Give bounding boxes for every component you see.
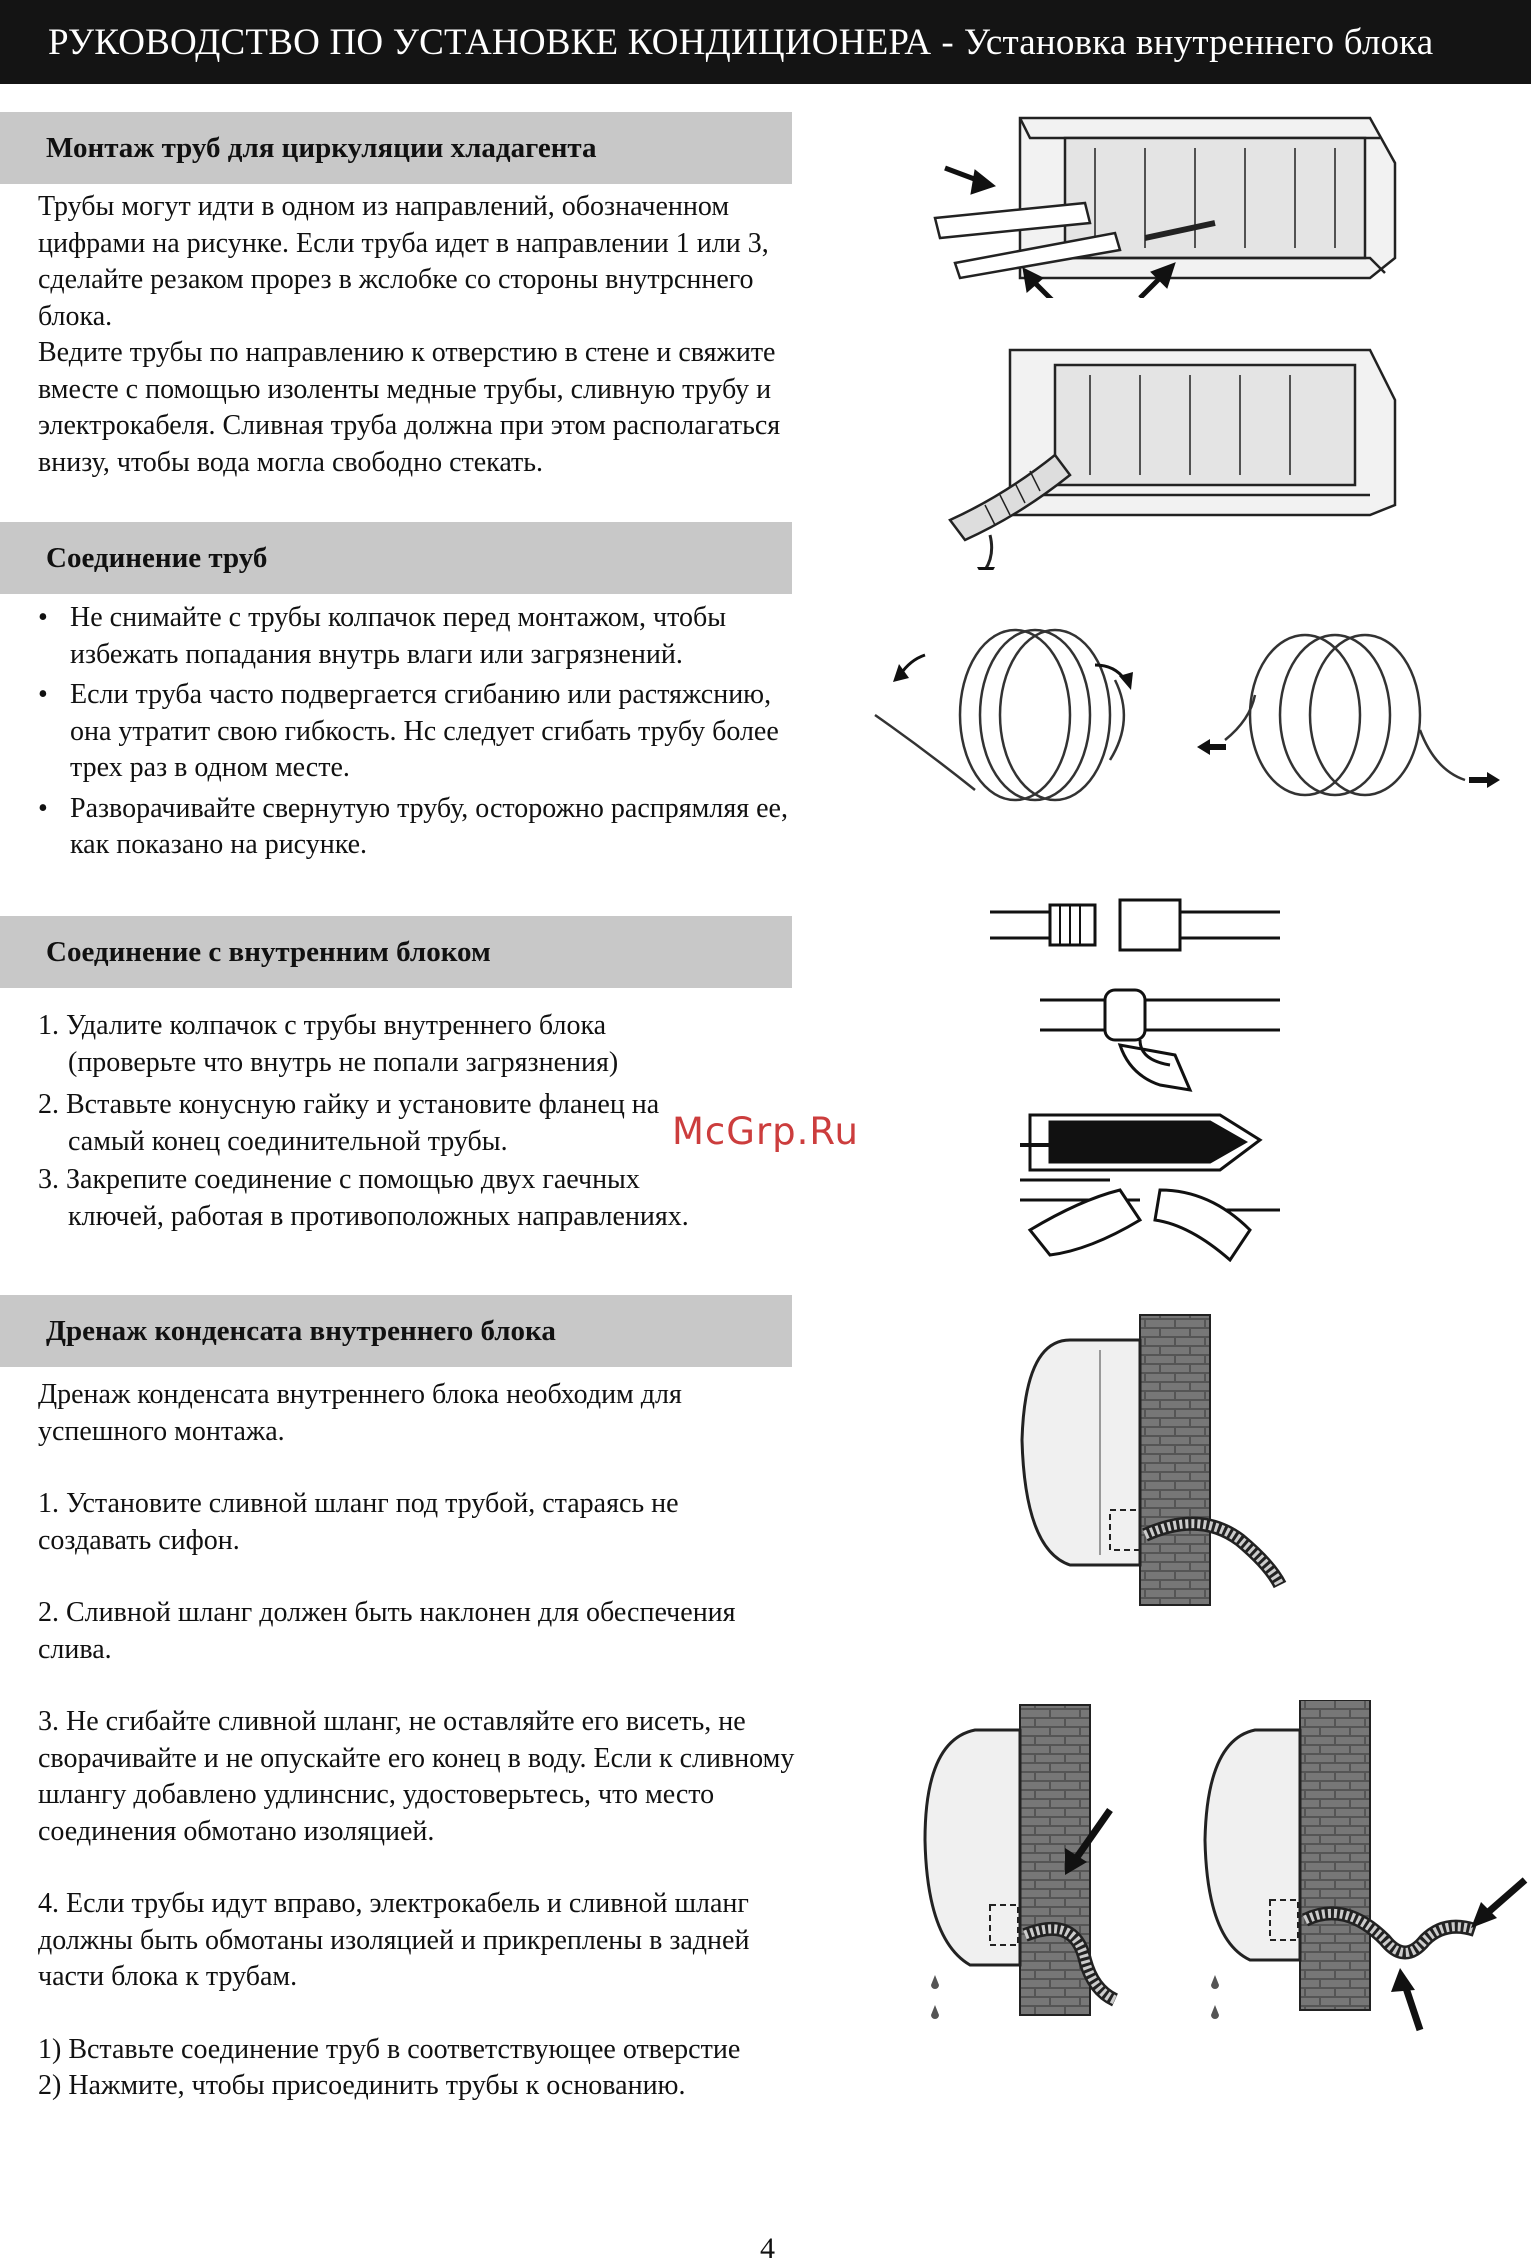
drainage-final-line-2: 2) Нажмите, чтобы присоединить трубы к основанию. [38, 2070, 686, 2101]
drainage-paragraph-4: 3. Не сгибайте сливной шланг, не оставляйте его висеть, не сворачивайте и не опускайте его конец в воду. Если к сливному шлангу добавлено удлинснис, удостоверьтесь, что место соединения обмотано изоляцией. [38, 1706, 795, 1847]
piping-paragraph-1: Трубы могут идти в одном из направлений, обозначенном цифрами на рисунке. Если труба идет в направлении 1 или 3, сделайте резаком прорез в жслобке со стороны внутрсннего блока. [38, 191, 769, 332]
section-title-connection: Соединение труб [0, 522, 792, 594]
drainage-text [38, 1377, 798, 2105]
page-header [0, 0, 1531, 84]
indoor-step-2-line2: самый конец соединительной трубы. [68, 1125, 508, 1157]
flare-nut-figure [990, 890, 1290, 1262]
section-title-piping: Монтаж труб для циркуляции хладагента [0, 112, 792, 184]
connection-bullet-3: • Разворачивайте свернутую трубу, осторожно распрямляя ее, как показано на рисунке. [38, 791, 798, 864]
drainage-paragraph-1: Дренаж конденсата внутреннего блока необходим для успешного монтажа. [38, 1379, 682, 1447]
page-number: 4 [760, 2232, 775, 2265]
wall-drain-examples-figure [915, 1700, 1531, 2040]
drainage-paragraph-5: 4. Если трубы идут вправо, электрокабель и сливной шланг должны быть обмотаны изоляцией и прикреплены в задней части блока к трубам. [38, 1888, 750, 1992]
indoor-step-2-line1: 2. Вставьте конусную гайку и установите фланец на [38, 1089, 660, 1120]
header-title-sub: Установка внутреннего блока [963, 21, 1434, 63]
connection-text [38, 600, 798, 868]
connection-bullet-2: • Если труба часто подвергается сгибанию или растяжснию, она утратит свою гибкость. Нс следует сгибать трубу более трех раз в одном месте. [38, 677, 798, 787]
indoor-step-3-line2: ключей, работая в противоположных направлениях. [68, 1200, 689, 1232]
watermark: McGrp.Ru [672, 1110, 859, 1153]
indoor-step-1-line2: (проверьте что внутрь не попали загрязнения) [68, 1046, 619, 1078]
taped-pipes-figure [925, 345, 1400, 570]
indoor-step-1-line1: 1. Удалите колпачок с трубы внутреннего блока [38, 1010, 607, 1041]
indoor-unit-pipes-figure [915, 108, 1415, 298]
header-title-main: РУКОВОДСТВО ПО УСТАНОВКЕ КОНДИЦИОНЕРА [48, 21, 932, 63]
section-title-indoor: Соединение с внутренним блоком [0, 916, 792, 988]
drainage-paragraph-2: 1. Установите сливной шланг под трубой, стараясь не создавать сифон. [38, 1488, 679, 1556]
header-separator: - [941, 21, 954, 63]
wall-drain-figure [1010, 1310, 1310, 1610]
connection-bullet-1: • Не снимайте с трубы колпачок перед монтажом, чтобы избежать попадания внутрь влаги или загрязнений. [38, 600, 798, 673]
drainage-paragraph-3: 2. Сливной шланг должен быть наклонен для обеспечения слива. [38, 1597, 736, 1665]
piping-text [38, 189, 798, 481]
indoor-step-3 [38, 1162, 798, 1235]
drainage-final-line-1: 1) Вставьте соединение труб в соответствующее отверстие [38, 2033, 741, 2065]
piping-paragraph-2: Ведите трубы по направлению к отверстию в стене и свяжите вместе с помощью изоленты медные трубы, сливную трубу и электрокабеля. Сливная труба должна при этом располагаться внизу, чтобы вода могла свободно стекать. [38, 337, 781, 478]
section-title-drainage: Дренаж конденсата внутреннего блока [0, 1295, 792, 1367]
coiled-pipe-figure [865, 620, 1505, 810]
indoor-step-1 [38, 1008, 798, 1081]
indoor-step-3-line1: 3. Закрепите соединение с помощью двух гаечных [38, 1164, 640, 1195]
